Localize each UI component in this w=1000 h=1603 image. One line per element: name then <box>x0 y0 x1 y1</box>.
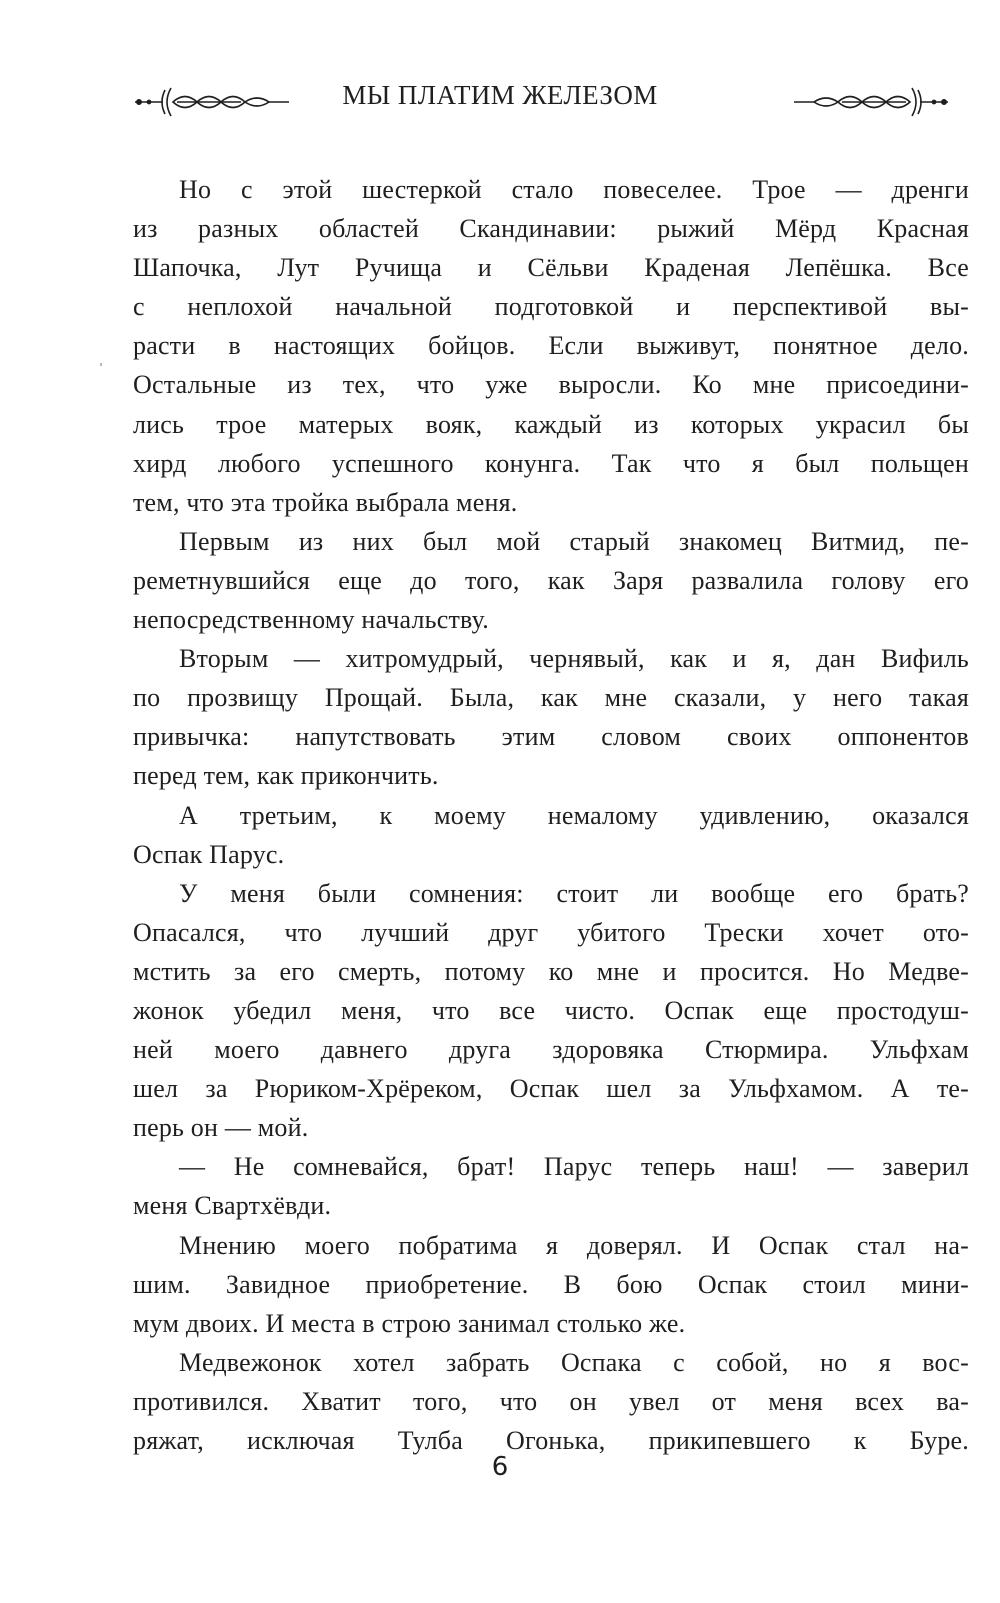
text-line: привычка: напутствовать этим словом своих оппонентов <box>133 722 969 752</box>
ornament-right-icon <box>790 82 950 122</box>
text-line: по прозвищу Прощай. Была, как мне сказали, у него такая <box>133 683 969 713</box>
text-line: расти в настоящих бойцов. Если выживут, понятное дело. <box>133 331 969 361</box>
paragraph <box>133 1343 969 1460</box>
text-line: перь он — мой. <box>133 1113 309 1143</box>
text-line: непосредственному начальству. <box>133 605 489 635</box>
text-line: Остальные из тех, что уже выросли. Ко мне присоедини- <box>133 370 969 400</box>
page-body <box>133 170 969 1460</box>
text-line: перед тем, как прикончить. <box>133 761 439 791</box>
text-line: Первым из них был мой старый знакомец Витмид, пе- <box>179 526 969 556</box>
text-line: А третьим, к моему немалому удивлению, оказался <box>179 800 969 830</box>
margin-speck <box>100 363 102 366</box>
text-line: ней моего давнего друга здоровяка Стюрмира. Ульфхам <box>133 1035 969 1065</box>
text-line: У меня были сомнения: стоит ли вообще его брать? <box>179 878 969 908</box>
text-line: Шапочка, Лут Ручища и Сёльви Краденая Лепёшка. Все <box>133 253 969 283</box>
text-line: из разных областей Скандинавии: рыжий Мёрд Красная <box>133 214 969 244</box>
text-line: — Не сомневайся, брат! Парус теперь наш! — заверил <box>179 1152 969 1182</box>
text-line: меня Свартхёвди. <box>133 1191 332 1221</box>
text-line: мстить за его смерть, потому ко мне и просится. Но Медве- <box>133 956 969 986</box>
page-number: 6 <box>491 1452 509 1482</box>
paragraph <box>133 639 969 795</box>
text-line: хирд любого успешного конунга. Так что я был польщен <box>133 448 969 478</box>
text-line: Медвежонок хотел забрать Оспака с собой, но я вос- <box>179 1347 969 1377</box>
paragraph <box>133 170 969 522</box>
text-line: шел за Рюриком-Хрёреком, Оспак шел за Ульфхамом. А те- <box>133 1074 969 1104</box>
text-line: мум двоих. И места в строю занимал столько же. <box>133 1308 686 1338</box>
text-line: жонок убедил меня, что все чисто. Оспак еще простодуш- <box>133 995 969 1025</box>
book-title: МЫ ПЛАТИМ ЖЕЛЕЗОМ <box>342 80 658 110</box>
text-line: ряжат, исключая Тулба Огонька, прикипевшего к Буре. <box>133 1426 969 1455</box>
text-line: шим. Завидное приобретение. В бою Оспак стоил мини- <box>133 1269 969 1299</box>
paragraph <box>133 874 969 1148</box>
text-line: Вторым — хитромудрый, чернявый, как и я, дан Вифиль <box>179 644 969 674</box>
text-line: Но с этой шестеркой стало повеселее. Трое — дренги <box>179 175 969 204</box>
paragraph <box>133 796 969 874</box>
text-line: Оспак Парус. <box>133 839 285 869</box>
text-line: Опасался, что лучший друг убитого Трески хочет ото- <box>133 917 969 947</box>
running-header <box>0 78 1000 126</box>
text-line: противился. Хватит того, что он увел от меня всех ва- <box>133 1386 969 1416</box>
text-line: Мнению моего побратима я доверял. И Оспак стал на- <box>179 1230 969 1260</box>
text-line: лись трое матерых вояк, каждый из которых украсил бы <box>133 409 969 439</box>
paragraph <box>133 522 969 639</box>
paragraph <box>133 1147 969 1225</box>
text-line: реметнувшийся еще до того, как Заря развалила голову его <box>133 565 969 595</box>
paragraph <box>133 1226 969 1343</box>
text-line: тем, что эта тройка выбрала меня. <box>133 487 518 517</box>
text-line: с неплохой начальной подготовкой и перспективой вы- <box>133 292 969 322</box>
